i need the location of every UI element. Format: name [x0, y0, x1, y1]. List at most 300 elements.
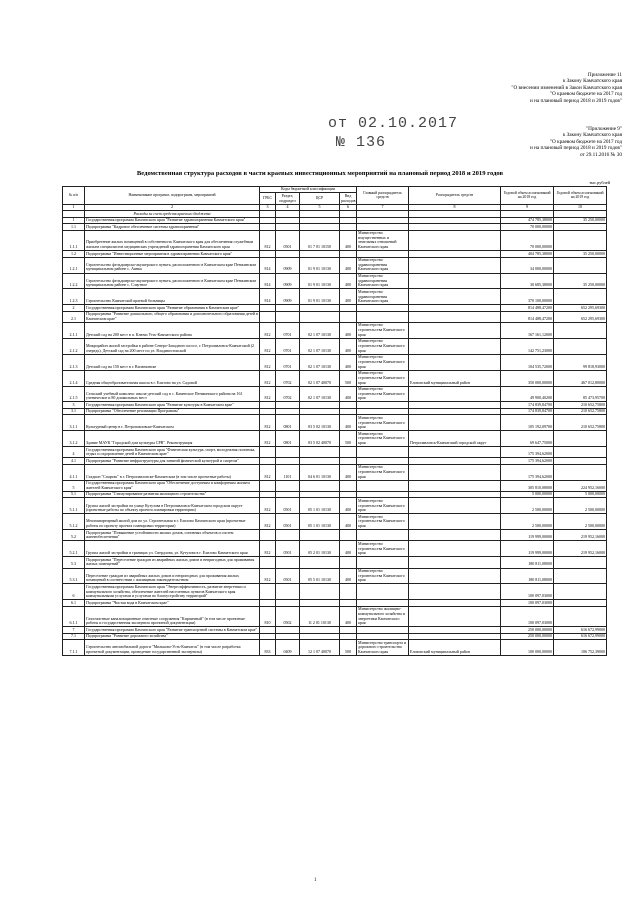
row-name: Подпрограмма "Переселение граждан из аварийных жилых домов и непригодных для проживания жилых помещений" — [85, 557, 260, 568]
row-grbs — [260, 447, 276, 458]
table-row — [63, 514, 607, 530]
row-vr: 400 — [340, 323, 357, 339]
row-manager — [357, 480, 409, 491]
row-name: Подпрограмма "Повышение устойчивости жилых домов, основных объектов и систем жизнеобеспечения" — [85, 530, 260, 541]
column-number: 2 — [85, 204, 260, 210]
row-csr: 01 9 01 10130 — [300, 257, 340, 273]
header-line: и на плановый период 2018 и 2019 годов" — [530, 145, 622, 152]
row-number: 7.1.1 — [63, 640, 85, 656]
row-manager: Министерство жилищно-коммунального хозяйства и энергетики Камчатского края — [357, 606, 409, 627]
row-number: 2 — [63, 305, 85, 311]
row-amount-2018: 305 810,08000 — [501, 480, 554, 491]
column-number: 7 — [357, 204, 409, 210]
header-vr: Вид расходов — [341, 193, 356, 203]
row-grbs: 812 — [260, 464, 276, 480]
column-number: 8 — [409, 204, 501, 210]
row-recipient — [409, 257, 501, 273]
row-recipient: Петропавловск-Камчатский городской округ — [409, 431, 501, 447]
row-recipient — [409, 323, 501, 339]
row-csr: 05 2 01 10130 — [300, 541, 340, 557]
row-amount-2019 — [554, 257, 607, 273]
row-amount-2018: 474 785,38000 — [501, 217, 554, 223]
row-name: Строительство фельдшерско-акушерского пункта, расположенного в Камчатском крае Пенжинском муниципальном районе с. Слаутное — [85, 273, 260, 289]
row-section: 0501 — [276, 568, 300, 584]
row-name: Государственная программа Камчатского края "Обеспечение доступным и комфортным жильем жителей Камчатского края" — [85, 480, 260, 491]
row-amount-2018: 174 839,84700 — [501, 408, 554, 414]
row-vr — [340, 557, 357, 568]
row-grbs — [260, 530, 276, 541]
row-amount-2018: 70 000,00000 — [501, 224, 554, 230]
column-number: 9 — [501, 204, 554, 210]
row-grbs: 812 — [260, 498, 276, 514]
row-manager: Министерство здравоохранения Камчатского края — [357, 273, 409, 289]
row-number: 1.2 — [63, 251, 85, 257]
header-codes: Коды бюджетной классификации — [260, 187, 357, 193]
row-amount-2018: 2 500,00000 — [501, 514, 554, 530]
row-grbs: 812 — [260, 370, 276, 386]
row-amount-2018: 250 000,00000 — [501, 627, 554, 633]
row-amount-2019: 106 752,39000 — [554, 640, 607, 656]
row-number: 3.1 — [63, 408, 85, 414]
row-amount-2019: 85 473,95700 — [554, 386, 607, 402]
row-csr: 01 7 01 10150 — [300, 230, 340, 251]
table-row — [63, 273, 607, 289]
row-amount-2019: 99 818,93000 — [554, 354, 607, 370]
row-csr: 11 2 01 10130 — [300, 606, 340, 627]
column-number: 6 — [340, 204, 357, 210]
row-amount-2018: 105 192,09700 — [501, 415, 554, 431]
row-amount-2018: 180 811,08000 — [501, 557, 554, 568]
row-amount-2019: 224 952,16000 — [554, 480, 607, 491]
row-grbs: 812 — [260, 568, 276, 584]
row-amount-2019: 2 500,00000 — [554, 514, 607, 530]
row-section — [276, 530, 300, 541]
row-amount-2018: 250 000,00000 — [501, 633, 554, 639]
appendix-header — [322, 72, 622, 104]
row-section: 0909 — [276, 273, 300, 289]
row-amount-2019 — [554, 464, 607, 480]
row-number: 1.2.1 — [63, 257, 85, 273]
row-name: Подпрограмма "Развитие дорожного хозяйства" — [85, 633, 260, 639]
row-number: 3.1.2 — [63, 431, 85, 447]
row-grbs: 833 — [260, 640, 276, 656]
row-amount-2019: 35 250,00000 — [554, 273, 607, 289]
row-vr: 400 — [340, 415, 357, 431]
row-csr: 02 1 07 40070 — [300, 370, 340, 386]
header-2019: Годовой объем ассигнований на 2019 год — [554, 187, 607, 205]
row-section: 0701 — [276, 323, 300, 339]
table-row — [63, 568, 607, 584]
row-grbs: 812 — [260, 230, 276, 251]
row-name: Сельский учебный комплекс школа-детский сад в с. Каменское Пенжинского района на 161 ученическое и 80 дошкольных мест — [85, 386, 260, 402]
row-amount-2018: 100 097,03000 — [501, 606, 554, 627]
row-amount-2019: 210 652,75800 — [554, 402, 607, 408]
table-row — [63, 386, 607, 402]
row-amount-2019: 467 012,80000 — [554, 370, 607, 386]
row-amount-2018: 69 647,75000 — [501, 431, 554, 447]
row-name: Газоочистные канализационные очистные сооружения "Кирпичный" (в том числе проектные работы и государственная экспертиза проектной документации) — [85, 606, 260, 627]
header-section: Раздел, подраздел — [276, 193, 300, 204]
row-amount-2019: 616 672,99000 — [554, 633, 607, 639]
row-csr: 03 5 02 10130 — [300, 415, 340, 431]
row-csr: 05 5 01 10130 — [300, 568, 340, 584]
row-manager: Министерство строительства Камчатского края — [357, 431, 409, 447]
row-recipient: Елизовский муниципальный район — [409, 640, 501, 656]
row-number: 6.1 — [63, 600, 85, 606]
row-section: 0409 — [276, 640, 300, 656]
header-line: Приложение 11 — [587, 72, 622, 78]
row-grbs — [260, 584, 276, 600]
row-section — [276, 311, 300, 322]
table-row — [63, 584, 607, 600]
row-vr — [340, 584, 357, 600]
row-number: 2.1.2 — [63, 338, 85, 354]
row-section: 0801 — [276, 431, 300, 447]
row-grbs — [260, 557, 276, 568]
row-amount-2018: 100 000,00000 — [501, 640, 554, 656]
row-section: 0502 — [276, 606, 300, 627]
row-manager: Министерство здравоохранения Камчатского края — [357, 289, 409, 305]
row-amount-2019: 219 952,16000 — [554, 530, 607, 541]
row-grbs: 814 — [260, 257, 276, 273]
header-line: и на плановый период 2018 и 2019 годов" — [530, 97, 622, 104]
row-name: Подпрограмма "Кадровое обеспечение системы здравоохранения" — [85, 224, 260, 230]
row-number: 2.1.5 — [63, 386, 85, 402]
column-number: 10 — [554, 204, 607, 210]
row-amount-2018: 70 000,00000 — [501, 230, 554, 251]
row-number: 3.1.1 — [63, 415, 85, 431]
row-amount-2018: 142 751,23000 — [501, 338, 554, 354]
row-name: Здание МАУК "Городской дом культуры СРВ". Реконструкция — [85, 431, 260, 447]
row-manager: Министерство строительства Камчатского края — [357, 354, 409, 370]
header-2018: Годовой объем ассигнований на 2018 год — [501, 187, 554, 205]
row-number: 5.2 — [63, 530, 85, 541]
row-csr: 02 1 07 10130 — [300, 323, 340, 339]
stamp-number: № 136 — [336, 134, 387, 151]
row-recipient — [409, 584, 501, 600]
header-recipient: Распорядитель средств — [409, 187, 501, 205]
row-recipient — [409, 530, 501, 541]
row-grbs — [260, 311, 276, 322]
row-number: 2.1 — [63, 311, 85, 322]
row-section — [276, 480, 300, 491]
table-row — [63, 464, 607, 480]
row-number: 2.1.4 — [63, 370, 85, 386]
row-csr: 02 1 07 10130 — [300, 386, 340, 402]
row-name: Стадион "Спартак" в г. Петропавловске-Камчатском (в том числе проектные работы) — [85, 464, 260, 480]
row-manager — [357, 530, 409, 541]
row-amount-2019 — [554, 568, 607, 584]
row-csr: 05 1 01 10130 — [300, 498, 340, 514]
row-name: Государственная программа Камчатского края "Энергоэффективность, развитие энергетики и коммунального хозяйства, обеспечение жителей населенных пунктов Камчатского края коммунальными услугами и услугами по благоустройству территорий" — [85, 584, 260, 600]
row-amount-2019 — [554, 289, 607, 305]
row-grbs: 812 — [260, 415, 276, 431]
row-section: 0501 — [276, 541, 300, 557]
table-row — [63, 480, 607, 491]
header-line: к Закону Камчатского края — [562, 78, 622, 85]
row-amount-2019: 616 672,99000 — [554, 627, 607, 633]
row-vr: 400 — [340, 498, 357, 514]
header-name: Наименование программ, подпрограмм, мероприятий — [85, 187, 260, 205]
row-grbs: 810 — [260, 606, 276, 627]
unit-label: тыс.рублей — [589, 180, 610, 185]
row-amount-2019 — [554, 338, 607, 354]
row-amount-2018: 2 500,00000 — [501, 498, 554, 514]
row-amount-2018: 370 100,00000 — [501, 289, 554, 305]
row-amount-2018: 49 900,40200 — [501, 386, 554, 402]
row-amount-2018: 119 999,00000 — [501, 541, 554, 557]
appendix-9-header — [402, 126, 622, 158]
column-number: 3 — [260, 204, 276, 210]
row-number: 5.3 — [63, 557, 85, 568]
row-vr: 400 — [340, 541, 357, 557]
row-manager: Министерство строительства Камчатского края — [357, 464, 409, 480]
row-grbs: 812 — [260, 514, 276, 530]
row-grbs: 812 — [260, 323, 276, 339]
table-row — [63, 606, 607, 627]
row-vr: 400 — [340, 273, 357, 289]
row-amount-2019 — [554, 323, 607, 339]
row-number: 7 — [63, 627, 85, 633]
document-title: Ведомственная структура расходов в части краевых инвестиционных мероприятий на плановый период 2018 и 2019 годов — [136, 170, 504, 177]
row-section: 1101 — [276, 464, 300, 480]
row-section: 0702 — [276, 370, 300, 386]
row-csr: 12 1 07 40070 — [300, 640, 340, 656]
row-recipient — [409, 498, 501, 514]
row-vr: 400 — [340, 514, 357, 530]
row-section: 0501 — [276, 498, 300, 514]
row-amount-2019: 35 250,00000 — [554, 251, 607, 257]
row-amount-2018: 167 161,12000 — [501, 323, 554, 339]
row-name: Государственная программа Камчатского края "Развитие культуры в Камчатском крае" — [85, 402, 260, 408]
row-recipient — [409, 447, 501, 458]
row-vr: 500 — [340, 431, 357, 447]
row-section: 0909 — [276, 257, 300, 273]
row-recipient — [409, 480, 501, 491]
row-manager: Министерство строительства Камчатского края — [357, 386, 409, 402]
row-manager — [357, 584, 409, 600]
row-number: 5.1.2 — [63, 514, 85, 530]
row-csr: 01 9 01 10130 — [300, 289, 340, 305]
row-recipient — [409, 541, 501, 557]
row-manager: Министерство строительства Камчатского края — [357, 370, 409, 386]
row-name: Строительство фельдшерско-акушерского пункта, расположенного в Камчатском крае Пенжинском муниципальном районе с. Аянка — [85, 257, 260, 273]
row-amount-2019: 210 652,75800 — [554, 408, 607, 414]
budget-table — [62, 186, 607, 656]
row-grbs: 812 — [260, 431, 276, 447]
row-number: 6 — [63, 584, 85, 600]
row-amount-2018: 814 488,47200 — [501, 311, 554, 322]
header-line: от 29.11.2016 № 30 — [580, 151, 622, 158]
row-section: 0701 — [276, 354, 300, 370]
row-amount-2019: 210 652,75800 — [554, 415, 607, 431]
row-grbs: 814 — [260, 289, 276, 305]
section-label: Расходы за счет средств краевого бюджета — [85, 211, 260, 217]
row-csr — [300, 584, 340, 600]
row-amount-2019: 2 500,00000 — [554, 498, 607, 514]
header-line: "Приложение 9" — [586, 126, 622, 132]
row-recipient — [409, 386, 501, 402]
row-amount-2018: 180 811,08000 — [501, 568, 554, 584]
row-vr — [340, 311, 357, 322]
row-recipient — [409, 606, 501, 627]
row-section: 0702 — [276, 386, 300, 402]
row-number: 6.1.1 — [63, 606, 85, 627]
row-name: Приобретение жилых помещений в собственность Камчатского края для обеспечения служебным жильем специалистов медицинских учреждений здравоохранения Камчатского края — [85, 230, 260, 251]
row-csr: 05 1 01 10130 — [300, 514, 340, 530]
row-recipient — [409, 568, 501, 584]
row-vr: 400 — [340, 354, 357, 370]
header-line: к Закону Камчатского края — [562, 132, 622, 139]
row-manager: Министерство строительства Камчатского края — [357, 498, 409, 514]
row-amount-2018: 175 394,62000 — [501, 458, 554, 464]
row-number: 1.2.3 — [63, 289, 85, 305]
row-section: 0909 — [276, 289, 300, 305]
row-csr: 02 1 07 10130 — [300, 354, 340, 370]
page-number: 1 — [314, 878, 317, 883]
row-csr: 01 9 01 10130 — [300, 273, 340, 289]
row-section — [276, 447, 300, 458]
row-section — [276, 584, 300, 600]
row-amount-2018: 175 394,62000 — [501, 464, 554, 480]
row-number: 4 — [63, 447, 85, 458]
row-grbs — [260, 480, 276, 491]
row-name: Государственная программа Камчатского края "Развитие образования в Камчатском крае" — [85, 305, 260, 311]
row-number: 5.1 — [63, 491, 85, 497]
row-name: Переселение граждан из аварийных жилых домов и непригодных для проживания жилых помещений в соответствии с жилищным законодательством — [85, 568, 260, 584]
row-number: 1 — [63, 217, 85, 223]
row-recipient — [409, 338, 501, 354]
row-name: Подпрограмма "Стимулирование развития жилищного строительства" — [85, 491, 260, 497]
table-row — [63, 338, 607, 354]
table-row — [63, 557, 607, 568]
row-name: Подпрограмма "Обеспечение реализации Программы" — [85, 408, 260, 414]
row-manager — [357, 557, 409, 568]
row-name: Средняя общеобразовательная школа в г. Елизово на ул. Садовой — [85, 370, 260, 386]
row-name: Многоквартирный жилой дом по ул. Строительная в г. Елизово Камчатского края (проектные работы по проекту проекта планировки территории) — [85, 514, 260, 530]
row-vr: 400 — [340, 289, 357, 305]
row-csr — [300, 557, 340, 568]
row-name: Группа жилой застройки на улице Кутузова в Петропавловск-Камчатском городском округе (проектные работы по объекту проекта планировки территории) — [85, 498, 260, 514]
row-name: Микрорайон жилой застройки в районе Северо-Западного шоссе, г. Петропавловск-Камчатский (2 очередь). Детский сад на 200 мест по ул. Владивостокской — [85, 338, 260, 354]
row-csr — [300, 530, 340, 541]
row-amount-2019 — [554, 584, 607, 600]
row-name: Детский сад на 150 мест в г. Вилючинске — [85, 354, 260, 370]
row-name: Группа жилой застройки в границах ул. Свердлова, ул. Кутузова в г. Елизово Камчатского края — [85, 541, 260, 557]
table-row — [63, 530, 607, 541]
row-name: Государственная программа Камчатского края "Развитие здравоохранения Камчатского края" — [85, 217, 260, 223]
header-num: № п/п — [63, 187, 85, 205]
row-name: Подпрограмма "Инвестиционные мероприятия в здравоохранении Камчатского края" — [85, 251, 260, 257]
table-row — [63, 257, 607, 273]
row-recipient — [409, 514, 501, 530]
row-manager: Министерство строительства Камчатского края — [357, 541, 409, 557]
table-row — [63, 640, 607, 656]
row-name: Строительство Камчатской краевой больницы — [85, 289, 260, 305]
row-number: 1.1.1 — [63, 230, 85, 251]
row-name: Подпрограмма "Развитие инфраструктуры для занятий физической культурой и спортом" — [85, 458, 260, 464]
table-row — [63, 447, 607, 458]
row-number: 4.1 — [63, 458, 85, 464]
row-vr: 400 — [340, 257, 357, 273]
row-manager — [357, 311, 409, 322]
row-grbs: 812 — [260, 354, 276, 370]
row-vr: 400 — [340, 464, 357, 480]
row-name: Культурный центр в г. Петропавловске-Камчатском — [85, 415, 260, 431]
row-amount-2018: 34 000,00000 — [501, 257, 554, 273]
row-vr: 400 — [340, 606, 357, 627]
row-number: 4.1.1 — [63, 464, 85, 480]
row-vr: 400 — [340, 568, 357, 584]
row-amount-2018: 175 394,62000 — [501, 447, 554, 458]
row-manager: Министерство строительства Камчатского края — [357, 415, 409, 431]
row-recipient — [409, 273, 501, 289]
row-csr — [300, 480, 340, 491]
row-vr: 400 — [340, 386, 357, 402]
row-number: 5.1.1 — [63, 498, 85, 514]
table-row — [63, 289, 607, 305]
table-row — [63, 230, 607, 251]
row-vr: 400 — [340, 338, 357, 354]
row-recipient — [409, 230, 501, 251]
row-number: 2.1.1 — [63, 323, 85, 339]
row-number: 1.2.2 — [63, 273, 85, 289]
table-row — [63, 354, 607, 370]
row-name: Подпрограмма "Развитие дошкольного, общего образования и дополнительного образования детей в Камчатском крае" — [86, 311, 258, 321]
header-manager: Главный распорядитель средств — [357, 187, 409, 205]
row-amount-2018: 174 839,84700 — [501, 402, 554, 408]
row-name: Государственная программа Камчатского края "Физическая культура, спорт, молодежная политика, отдых и оздоровление детей в Камчатском крае" — [85, 447, 260, 458]
row-manager: Министерство строительства Камчатского края — [357, 338, 409, 354]
row-csr: 03 5 02 40070 — [300, 431, 340, 447]
row-recipient — [409, 289, 501, 305]
row-recipient — [409, 311, 501, 322]
row-number: 5 — [63, 480, 85, 491]
table-body — [63, 211, 607, 656]
row-csr: 02 1 07 10130 — [300, 338, 340, 354]
row-vr: 400 — [340, 230, 357, 251]
row-manager: Министерство строительства Камчатского края — [357, 568, 409, 584]
row-section: 0801 — [276, 415, 300, 431]
table-row — [63, 311, 607, 322]
row-number: 2.1.3 — [63, 354, 85, 370]
table-row — [63, 498, 607, 514]
row-amount-2019 — [554, 431, 607, 447]
row-number: 3 — [63, 402, 85, 408]
row-number: 7.1 — [63, 633, 85, 639]
row-amount-2019: 652 295,69300 — [554, 311, 607, 322]
row-manager: Министерство транспорта и дорожного строительства Камчатского края — [357, 640, 409, 656]
row-manager: Министерство имущественных и земельных отношений Камчатского края — [357, 230, 409, 251]
row-name: Подпрограмма "Чистая вода в Камчатском крае" — [85, 600, 260, 606]
row-recipient — [409, 464, 501, 480]
row-amount-2018: 100 097,03000 — [501, 600, 554, 606]
row-amount-2019: 5 000,00000 — [554, 491, 607, 497]
row-amount-2019: 219 952,16000 — [554, 541, 607, 557]
row-name: Детский сад на 200 мест в п. Ключи Усть-Камчатского района — [85, 323, 260, 339]
row-amount-2018: 404 785,38000 — [501, 251, 554, 257]
row-name: Строительство автомобильной дороги "Мильково-Усть-Камчатск" (в том числе разработка проектной документации, проведение государственной экспертизы) — [85, 640, 260, 656]
row-name: Государственная программа Камчатского края "Развитие транспортной системы в Камчатском крае" — [85, 627, 260, 633]
row-amount-2018: 814 488,47200 — [501, 305, 554, 311]
header-grbs: ГРБС — [260, 193, 276, 204]
row-csr — [300, 311, 340, 322]
row-amount-2019 — [554, 447, 607, 458]
column-number: 1 — [63, 204, 85, 210]
row-grbs: 814 — [260, 273, 276, 289]
row-number: 5.3.1 — [63, 568, 85, 584]
row-section: 0501 — [276, 230, 300, 251]
